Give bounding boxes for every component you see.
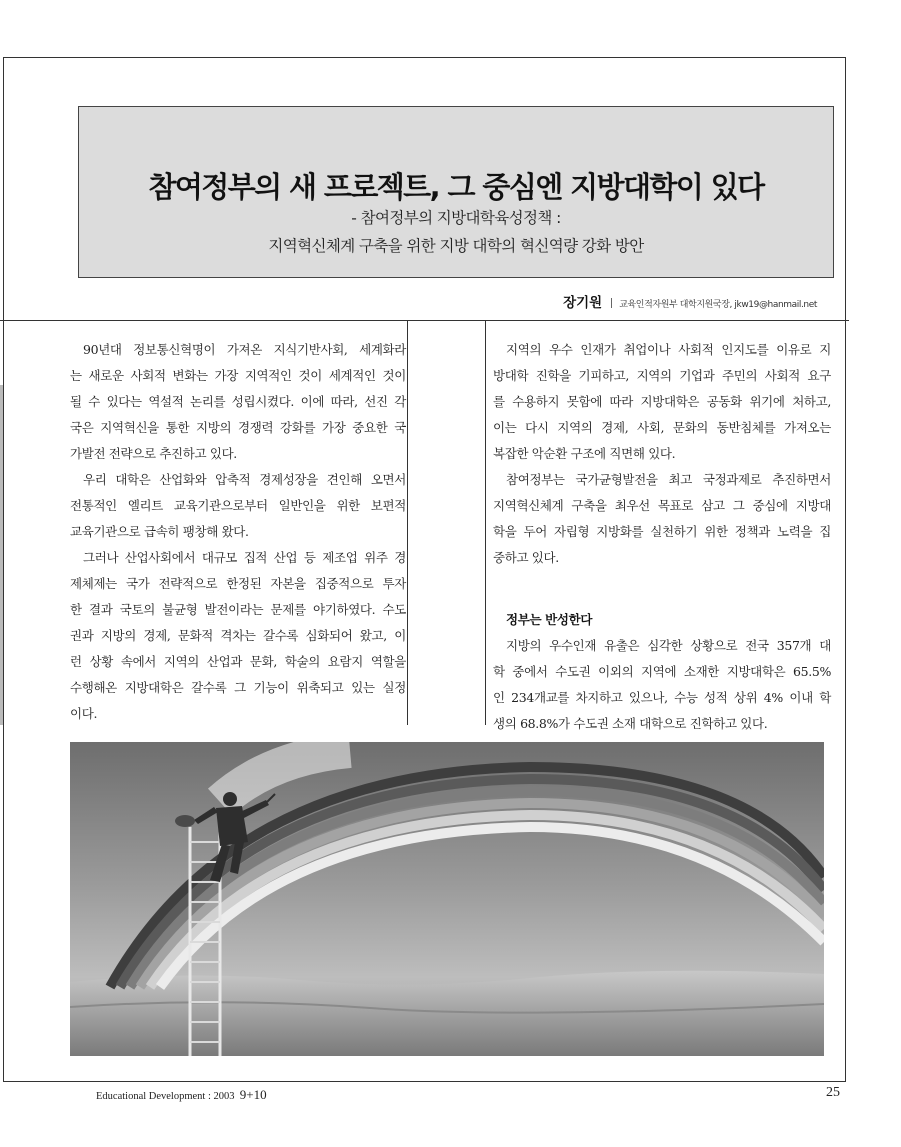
page-number: 25 — [826, 1085, 840, 1100]
body-line: 생의 68.8%가 수도권 소재 대학으로 진학하고 있다. — [493, 716, 768, 731]
body-line: 를 수용하지 못함에 따라 지방대학은 공동화 위기에 처하고, — [493, 394, 831, 409]
byline — [563, 291, 817, 311]
body-line: 이는 다시 지역의 경제, 사회, 문화의 동반침체를 가져오는 — [493, 420, 831, 435]
body-line: 지역혁신체계 구축을 최우선 목표로 삼고 그 중심에 지방대 — [493, 498, 831, 513]
body-line: 이다. — [70, 706, 98, 721]
issue-number: 9+10 — [239, 1087, 267, 1102]
body-line: 국은 지역혁신을 통한 지방의 경쟁력 강화를 가장 중요한 국 — [70, 420, 406, 435]
body-line: 인 234개교를 차지하고 있으나, 수능 성적 상위 4% 이내 학 — [493, 690, 831, 705]
body-line: 90년대 정보통신혁명이 가져온 지식기반사회, 세계화라 — [83, 342, 406, 357]
body-line: 권과 지방의 경제, 문화적 격차는 갈수록 심화되어 왔고, 이 — [70, 628, 406, 643]
author-name: 장기원 — [563, 295, 603, 311]
column-divider-left — [407, 320, 408, 725]
left-edge-mark — [0, 385, 3, 725]
body-line: 가발전 전략으로 추진하고 있다. — [70, 446, 237, 461]
column-divider-right — [485, 320, 486, 725]
body-line: 한 결과 국토의 불균형 발전이라는 문제를 야기하였다. 수도 — [70, 602, 406, 617]
footer-journal — [96, 1087, 267, 1103]
left-column — [70, 337, 406, 727]
right-column — [493, 337, 831, 737]
body-line: 수행해온 지방대학은 갈수록 그 기능이 위축되고 있는 실정 — [70, 680, 406, 695]
body-line: 지역의 우수 인재가 취업이나 사회적 인지도를 이유로 지 — [506, 342, 831, 357]
body-line: 지방의 우수인재 유출은 심각한 상황으로 전국 357개 대 — [506, 638, 831, 653]
body-line: 학 중에서 수도권 이외의 지역에 소재한 지방대학은 65.5% — [493, 664, 831, 679]
body-line: 복잡한 악순환 구조에 직면해 있다. — [493, 446, 676, 461]
body-line: 런 상황 속에서 지역의 산업과 문화, 학술의 요람지 역할을 — [70, 654, 406, 669]
body-line: 중하고 있다. — [493, 550, 559, 565]
body-line: 전통적인 엘리트 교육기관으로부터 일반인을 위한 보편적 — [70, 498, 406, 513]
body-line: 는 새로운 사회적 변화는 가장 지역적인 것이 세계적인 것이 — [70, 368, 406, 383]
body-line: 제체제는 국가 전략적으로 한정된 자본을 집중적으로 투자 — [70, 576, 406, 591]
journal-name: Educational Development : 2003 — [96, 1091, 235, 1102]
byline-separator — [611, 298, 612, 308]
section-gap — [493, 571, 831, 607]
section-heading: 정부는 반성한다 — [506, 612, 593, 627]
body-line: 학을 두어 자립형 지방화를 실천하기 위한 정책과 노력을 집 — [493, 524, 831, 539]
header-rule — [0, 320, 849, 321]
rainbow-ladder-illustration — [70, 742, 824, 1056]
body-line: 우리 대학은 산업화와 압축적 경제성장을 견인해 오면서 — [83, 472, 406, 487]
body-line: 방대학 진학을 기피하고, 지역의 기업과 주민의 사회적 요구 — [493, 368, 831, 383]
author-affiliation: 교육인적자원부 대학지원국장, jkw19@hanmail.net — [619, 300, 817, 310]
article-title: 참여정부의 새 프로젝트, 그 중심엔 지방대학이 있다 — [148, 170, 764, 204]
article-subtitle-line-1: - 참여정부의 지방대학육성정책 : — [351, 209, 561, 227]
article-subtitle-line-2: 지역혁신체계 구축을 위한 지방 대학의 혁신역량 강화 방안 — [268, 237, 644, 255]
body-line: 그러나 산업사회에서 대규모 집적 산업 등 제조업 위주 경 — [83, 550, 406, 565]
body-line: 교육기관으로 급속히 팽창해 왔다. — [70, 524, 249, 539]
title-box — [78, 106, 834, 278]
body-line: 참여정부는 국가균형발전을 최고 국정과제로 추진하면서 — [506, 472, 831, 487]
body-line: 될 수 있다는 역설적 논리를 성립시켰다. 이에 따라, 선진 각 — [70, 394, 406, 409]
